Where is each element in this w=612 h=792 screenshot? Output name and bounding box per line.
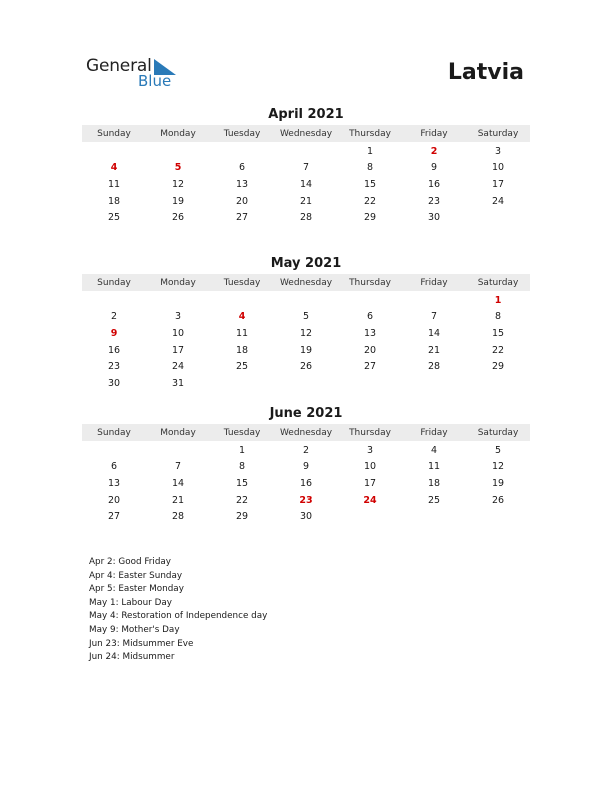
week-row [82, 358, 530, 375]
week-rows [82, 291, 530, 392]
day-cell: 13 [107, 477, 121, 489]
country-title: Latvia [447, 60, 524, 85]
day-cell: 28 [171, 511, 185, 523]
day-cell: 5 [494, 444, 502, 456]
day-cell: 8 [238, 461, 246, 473]
day-cell: 11 [235, 327, 249, 339]
week-row [82, 492, 530, 509]
day-cell: 15 [491, 327, 505, 339]
month-april [82, 106, 530, 226]
day-cell: 22 [491, 344, 505, 356]
week-row [82, 193, 530, 210]
day-cell: 13 [363, 327, 377, 339]
holiday-list-item: Apr 2: Good Friday [89, 557, 171, 567]
day-cell: 26 [491, 494, 505, 506]
day-cell: 16 [299, 477, 313, 489]
day-cell: 3 [494, 145, 502, 157]
day-cell: 18 [427, 477, 441, 489]
week-row [82, 292, 530, 309]
day-cell: 16 [427, 178, 441, 190]
weekday-label: Saturday [477, 128, 519, 139]
day-cell: 18 [235, 344, 249, 356]
week-row [82, 209, 530, 226]
week-row [82, 160, 530, 177]
weekday-header-row [82, 274, 530, 291]
weekday-header-row [82, 424, 530, 441]
day-cell: 16 [107, 344, 121, 356]
month-june [82, 405, 530, 525]
holiday-list-item: Jun 24: Midsummer [89, 652, 175, 663]
week-row [82, 342, 530, 359]
day-cell: 15 [363, 178, 377, 190]
weekday-label: Monday [160, 427, 196, 438]
week-row [82, 325, 530, 342]
day-cell: 19 [299, 344, 313, 356]
day-cell: 29 [491, 361, 505, 373]
week-rows [82, 142, 530, 226]
day-cell: 8 [366, 162, 374, 174]
week-row [82, 459, 530, 476]
day-cell: 27 [107, 511, 121, 523]
day-cell: 28 [427, 361, 441, 373]
weekday-label: Friday [420, 277, 448, 288]
week-row [82, 375, 530, 392]
week-row [82, 176, 530, 193]
day-cell: 12 [491, 461, 505, 473]
day-cell: 6 [110, 461, 118, 473]
day-cell: 10 [491, 162, 505, 174]
holiday-list-item: Apr 5: Easter Monday [89, 584, 184, 595]
weekday-label: Tuesday [223, 427, 261, 438]
holiday-list-item: Apr 4: Easter Sunday [89, 570, 183, 581]
weekday-label: Thursday [349, 427, 391, 438]
day-cell: 21 [427, 344, 441, 356]
day-cell: 13 [235, 178, 249, 190]
day-cell: 25 [107, 212, 121, 224]
day-cell: 7 [302, 162, 310, 174]
weekday-label: Sunday [97, 128, 131, 139]
day-cell: 18 [107, 195, 121, 207]
day-cell: 8 [494, 311, 502, 323]
week-row [82, 508, 530, 525]
weekday-label: Thursday [349, 277, 391, 288]
day-cell: 25 [427, 494, 441, 506]
day-cell: 12 [299, 327, 313, 339]
day-cell: 22 [363, 195, 377, 207]
weekday-label: Tuesday [223, 277, 261, 288]
day-cell: 4 [110, 162, 118, 174]
weekday-label: Monday [160, 128, 196, 139]
weekday-label: Sunday [97, 277, 131, 288]
day-cell: 19 [171, 195, 185, 207]
day-cell: 14 [299, 178, 313, 190]
day-cell: 1 [494, 294, 502, 306]
month-title: June 2021 [269, 406, 343, 421]
holiday-list-item: Jun 23: Midsummer Eve [89, 638, 194, 649]
day-cell: 3 [174, 311, 182, 323]
day-cell: 7 [174, 461, 182, 473]
week-row [82, 442, 530, 459]
month-may [82, 255, 530, 392]
weekday-label: Wednesday [279, 427, 333, 438]
day-cell: 20 [107, 494, 121, 506]
logo-text-blue: Blue [138, 72, 172, 90]
day-cell: 2 [110, 311, 118, 323]
week-rows [82, 441, 530, 525]
weekday-label: Saturday [477, 277, 519, 288]
day-cell: 15 [235, 477, 249, 489]
day-cell: 21 [171, 494, 185, 506]
weekday-label: Wednesday [279, 277, 333, 288]
holiday-list-item: May 4: Restoration of Independence day [89, 611, 268, 622]
day-cell: 22 [235, 494, 249, 506]
day-cell: 2 [430, 145, 438, 157]
week-row [82, 143, 530, 160]
weekday-header-row [82, 125, 530, 142]
day-cell: 17 [363, 477, 377, 489]
week-row [82, 475, 530, 492]
day-cell: 25 [235, 361, 249, 373]
day-cell: 26 [299, 361, 313, 373]
weekday-label: Monday [160, 277, 196, 288]
day-cell: 30 [427, 212, 441, 224]
day-cell: 27 [235, 212, 249, 224]
day-cell: 30 [299, 511, 313, 523]
month-title: April 2021 [268, 107, 344, 122]
day-cell: 6 [366, 311, 374, 323]
week-row [82, 309, 530, 326]
day-cell: 4 [430, 444, 438, 456]
day-cell: 30 [107, 377, 121, 389]
day-cell: 24 [491, 195, 505, 207]
weekday-label: Sunday [97, 427, 131, 438]
day-cell: 5 [302, 311, 310, 323]
day-cell: 26 [171, 212, 185, 224]
day-cell: 14 [427, 327, 441, 339]
day-cell: 3 [366, 444, 374, 456]
day-cell: 1 [238, 444, 246, 456]
weekday-label: Friday [420, 427, 448, 438]
holiday-list-item: May 1: Labour Day [89, 597, 172, 608]
weekday-label: Saturday [477, 427, 519, 438]
day-cell: 9 [430, 162, 438, 174]
day-cell: 2 [302, 444, 310, 456]
day-cell: 9 [110, 327, 118, 339]
weekday-label: Thursday [349, 128, 391, 139]
day-cell: 24 [171, 361, 185, 373]
day-cell: 1 [366, 145, 374, 157]
day-cell: 17 [171, 344, 185, 356]
day-cell: 5 [174, 162, 182, 174]
day-cell: 19 [491, 477, 505, 489]
logo-text-general: General [86, 56, 152, 76]
day-cell: 20 [235, 195, 249, 207]
holiday-list [89, 556, 267, 665]
day-cell: 14 [171, 477, 185, 489]
day-cell: 4 [238, 311, 246, 323]
day-cell: 20 [363, 344, 377, 356]
day-cell: 7 [430, 311, 438, 323]
weekday-label: Tuesday [223, 128, 261, 139]
day-cell: 29 [235, 511, 249, 523]
generalblue-logo [86, 56, 186, 92]
day-cell: 28 [299, 212, 313, 224]
weekday-label: Friday [420, 128, 448, 139]
day-cell: 11 [107, 178, 121, 190]
day-cell: 6 [238, 162, 246, 174]
day-cell: 10 [171, 327, 185, 339]
day-cell: 10 [363, 461, 377, 473]
day-cell: 12 [171, 178, 185, 190]
day-cell: 23 [427, 195, 441, 207]
day-cell: 21 [299, 195, 313, 207]
day-cell: 9 [302, 461, 310, 473]
weekday-label: Wednesday [279, 128, 333, 139]
day-cell: 11 [427, 461, 441, 473]
day-cell: 29 [363, 212, 377, 224]
holiday-list-item: May 9: Mother's Day [89, 624, 180, 635]
day-cell: 23 [107, 361, 121, 373]
day-cell: 23 [299, 494, 313, 506]
day-cell: 31 [171, 377, 185, 389]
day-cell: 27 [363, 361, 377, 373]
day-cell: 17 [491, 178, 505, 190]
month-title: May 2021 [270, 256, 342, 271]
day-cell: 24 [363, 494, 377, 506]
